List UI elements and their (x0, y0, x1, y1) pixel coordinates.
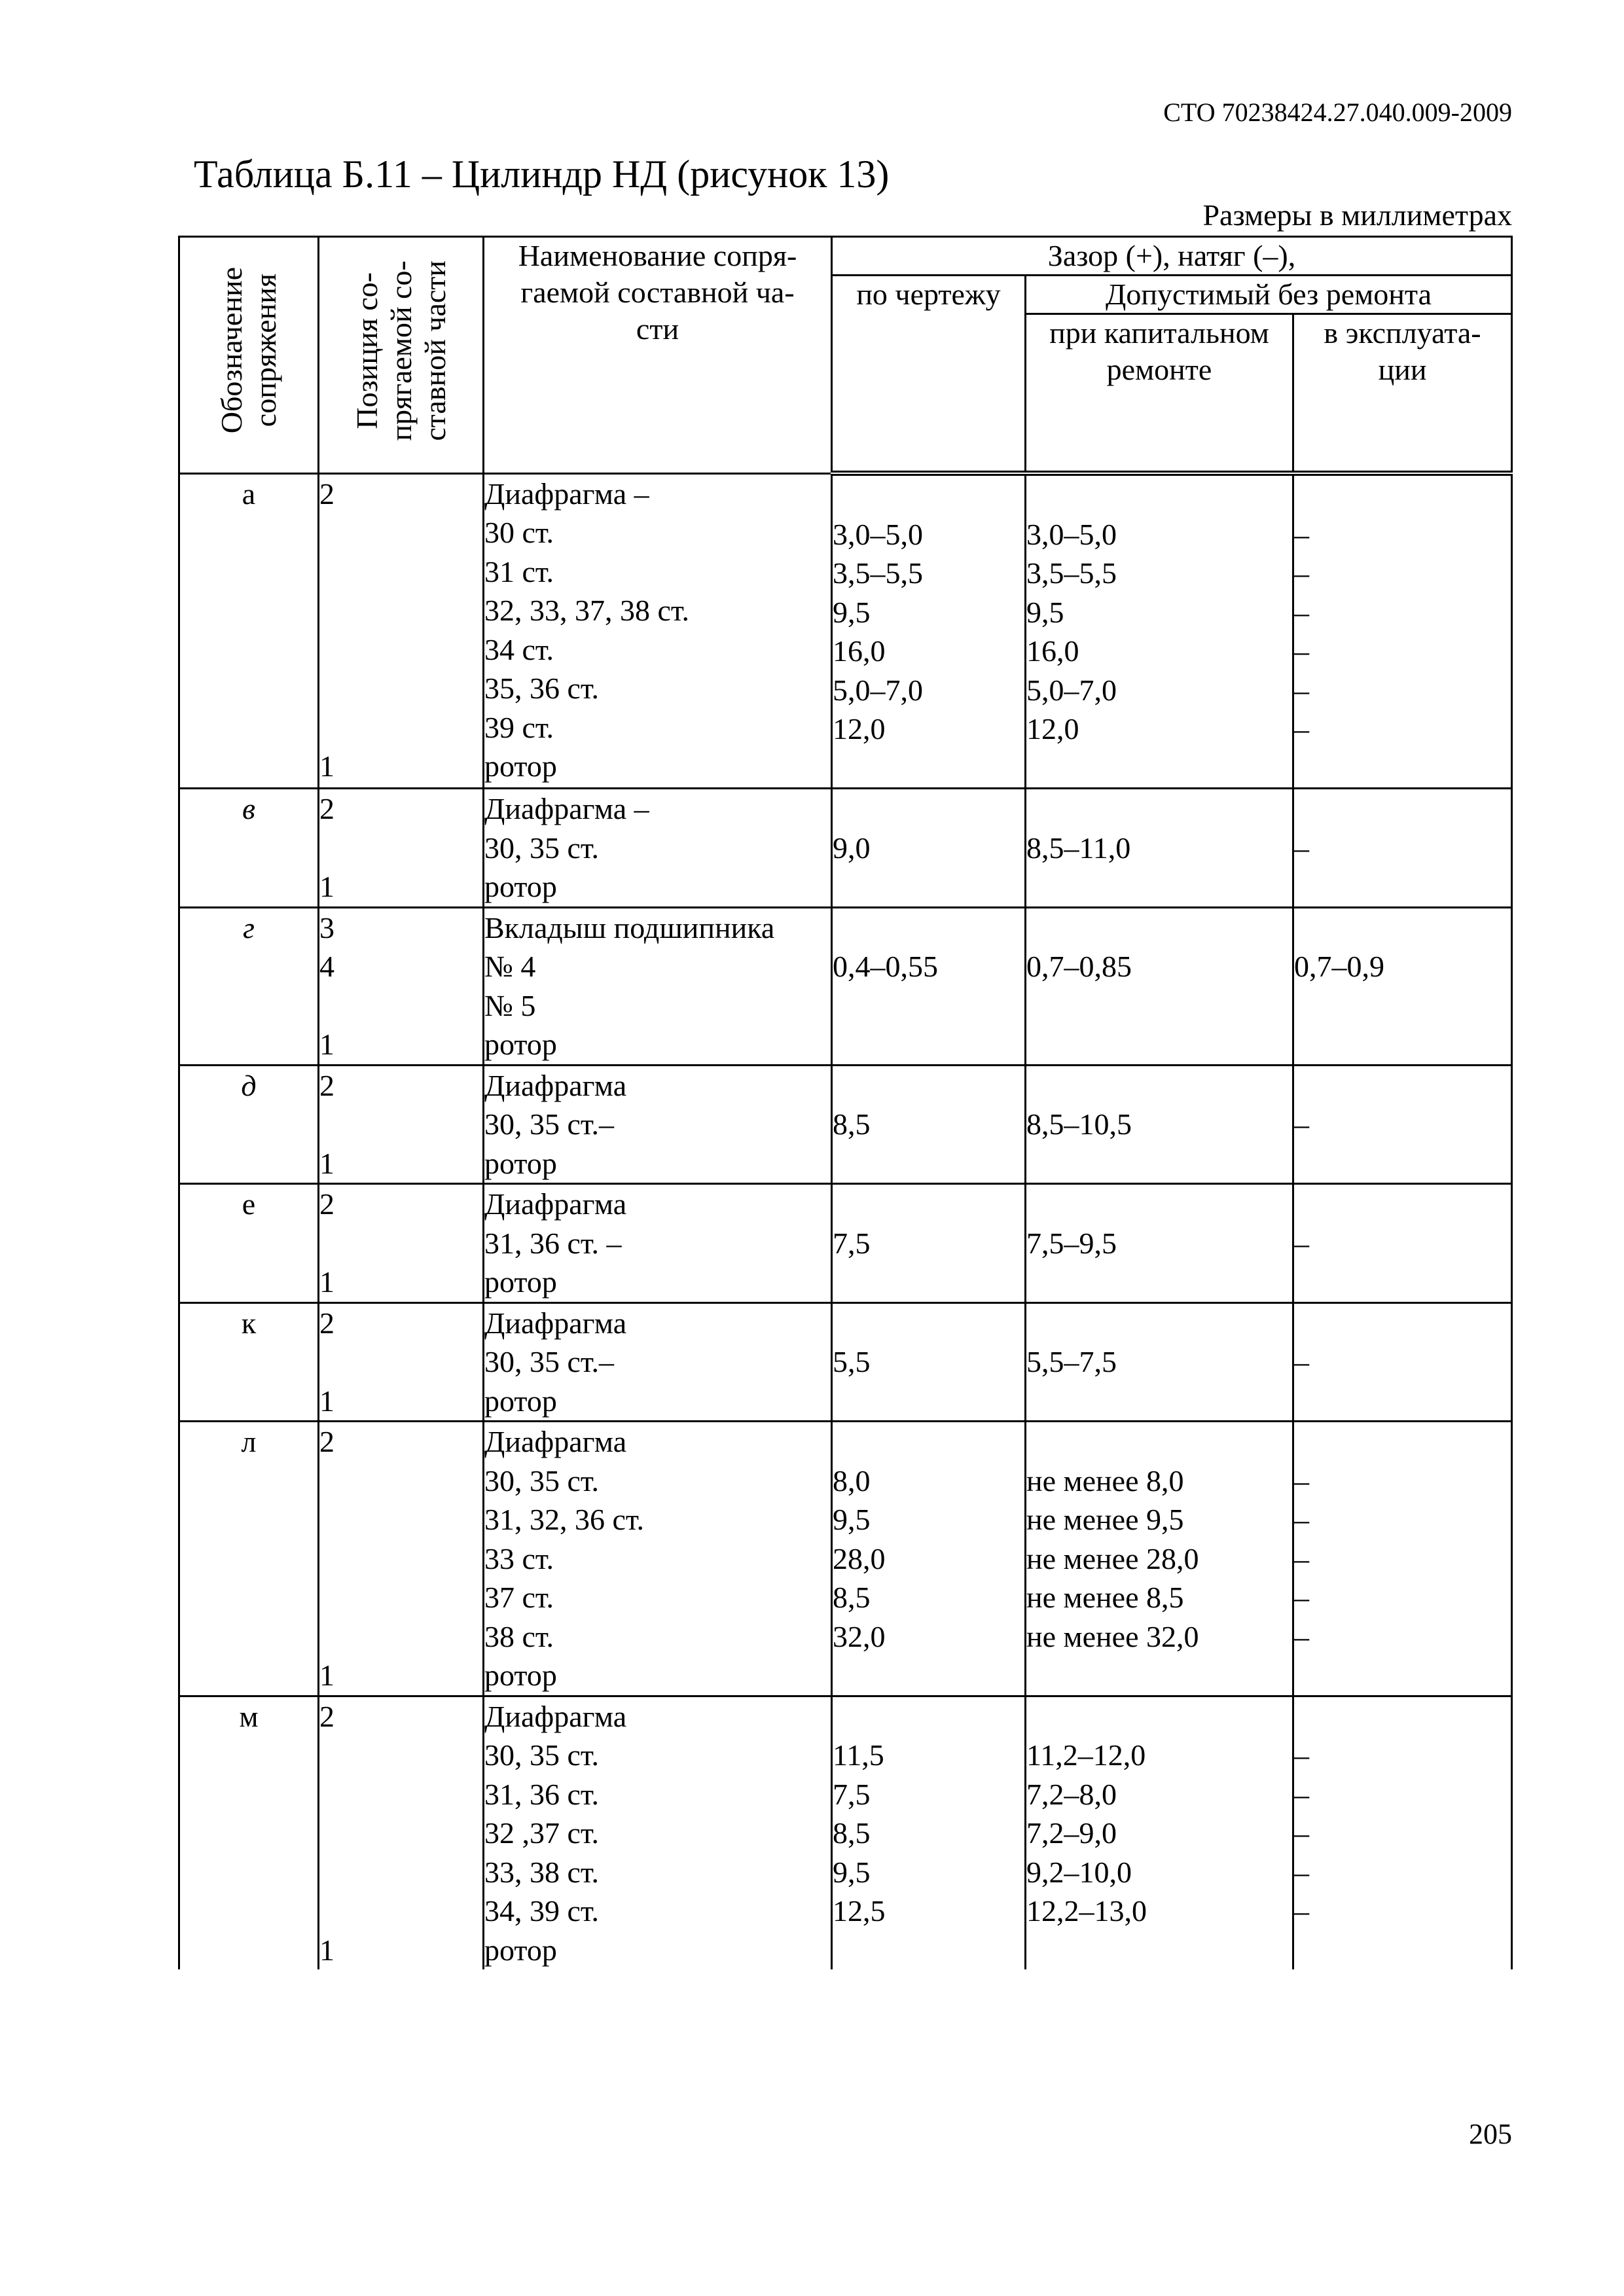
cell-operation-line (1294, 1185, 1511, 1224)
header-capital-line: при капитальном (1049, 316, 1269, 350)
cell-name-line: 38 ст. (484, 1619, 554, 1653)
cell-capital-line: 7,2–8,0 (1026, 1777, 1117, 1811)
cell-position-line: 2 (319, 476, 334, 511)
cell-operation-line: – (1294, 556, 1309, 590)
header-name-line: гаемой составной ча- (520, 276, 795, 309)
cell-capital-line (1026, 1263, 1292, 1302)
header-operation-line: ции (1378, 353, 1427, 386)
cell-operation-line: 0,7–0,9 (1294, 950, 1384, 983)
cell-name (484, 1696, 832, 1969)
cell-name-line: Диафрагма (484, 1306, 627, 1340)
header-name (484, 237, 832, 474)
cell-operation-line (1294, 789, 1511, 829)
cell-drawing-line: 9,5 (833, 1503, 871, 1536)
header-position-line: ставной части (418, 260, 452, 441)
cell-capital-line: 12,2–13,0 (1026, 1894, 1147, 1928)
cell-drawing-line: 8,5 (833, 1816, 871, 1850)
cell-name-line: 30, 35 ст. (484, 1463, 600, 1498)
cell-name-line: ротор (484, 1028, 557, 1061)
page-number: 205 (1469, 2118, 1512, 2150)
cell-capital (1026, 1696, 1293, 1969)
cell-position-line (319, 669, 482, 708)
cell-name (484, 473, 832, 789)
cell-name-line: 30, 35 ст.– (484, 1107, 615, 1141)
cell-name-line: Вкладыш подшипника (484, 910, 775, 944)
cell-operation (1293, 1422, 1512, 1696)
cell-name-line: 35, 36 ст. (484, 672, 600, 705)
cell-operation-line (1294, 867, 1511, 906)
cell-position-line: 4 (319, 950, 334, 983)
cell-code (179, 907, 319, 1065)
cell-code (179, 1422, 319, 1696)
cell-drawing-line (833, 1066, 1024, 1105)
cell-drawing-line: 11,5 (833, 1738, 884, 1772)
cell-drawing-line: 12,5 (833, 1894, 886, 1928)
cell-position-line (319, 708, 482, 747)
cell-position-line (319, 1342, 482, 1382)
cell-position-line (319, 591, 482, 630)
cell-position-line (319, 1853, 482, 1892)
cell-drawing-line: 9,5 (833, 1855, 871, 1889)
cell-code (179, 1065, 319, 1184)
cell-capital-line: 8,5–10,5 (1026, 1107, 1132, 1141)
cell-drawing-line: 28,0 (833, 1541, 886, 1575)
cell-operation-line (1294, 1025, 1511, 1064)
cell-position-line: 1 (319, 1659, 334, 1692)
cell-operation (1293, 789, 1512, 908)
cell-drawing-line (833, 1656, 1024, 1695)
table-row (179, 1065, 1512, 1184)
cell-drawing-line: 8,0 (833, 1463, 871, 1498)
cell-operation-line: – (1294, 1345, 1309, 1378)
cell-code (179, 789, 319, 908)
cell-operation-line (1294, 749, 1511, 788)
cell-drawing-line (833, 1304, 1024, 1343)
cell-capital-line: 12,0 (1026, 712, 1079, 745)
cell-operation-line (1294, 1144, 1511, 1183)
cell-position-line (319, 1814, 482, 1853)
cell-name-line: 31, 36 ст. (484, 1777, 600, 1811)
cell-capital (1026, 1184, 1293, 1303)
cell-operation-line: – (1294, 712, 1309, 745)
cell-drawing-line (833, 908, 1024, 948)
cell-capital-line (1026, 1697, 1292, 1736)
cell-position-line: 3 (319, 910, 334, 944)
cell-position (319, 1696, 484, 1969)
cell-position (319, 1065, 484, 1184)
cell-capital-line: не менее 8,5 (1026, 1581, 1184, 1614)
cell-drawing-line (833, 986, 1024, 1026)
cell-name-line: 34 ст. (484, 632, 554, 666)
cell-position-line (319, 1462, 482, 1501)
document-code: СТО 70238424.27.040.009-2009 (1163, 98, 1512, 127)
header-operation-line: в эксплуата- (1324, 316, 1481, 350)
cell-capital-line (1026, 1185, 1292, 1224)
cell-position-line (319, 552, 482, 592)
header-code (179, 237, 319, 474)
cell-code (179, 1696, 319, 1969)
cell-position-line: 1 (319, 1265, 334, 1299)
cell-operation-line: – (1294, 517, 1309, 551)
cell-operation (1293, 1065, 1512, 1184)
cell-drawing-line (833, 1697, 1024, 1736)
cell-operation-line (1294, 1304, 1511, 1343)
cell-position-line (319, 1617, 482, 1657)
cell-capital-line (1026, 1025, 1292, 1064)
header-capital-line: ремонте (1106, 353, 1212, 386)
cell-operation-line: – (1294, 831, 1309, 865)
table-row (179, 789, 1512, 908)
cell-name (484, 907, 832, 1065)
cell-operation-line: – (1294, 673, 1309, 707)
cell-name-line: 31 ст. (484, 554, 554, 588)
header-name-line: Наименование сопря- (518, 239, 797, 272)
cell-name-line: Диафрагма (484, 1425, 627, 1458)
cell-operation-line: – (1294, 1855, 1309, 1889)
cell-capital (1026, 473, 1293, 789)
cell-position-line: 1 (319, 1146, 334, 1180)
cell-drawing-line (833, 1185, 1024, 1224)
cell-drawing-line (833, 1144, 1024, 1183)
cell-name-line: Диафрагма (484, 1187, 627, 1221)
cell-code (179, 473, 319, 789)
cell-capital-line (1026, 789, 1292, 829)
cell-capital-line: 11,2–12,0 (1026, 1738, 1146, 1772)
cell-capital-line (1026, 1931, 1292, 1970)
cell-operation-line (1294, 1382, 1511, 1421)
cell-capital (1026, 1302, 1293, 1422)
cell-operation-line: – (1294, 1541, 1309, 1575)
cell-drawing-line: 9,0 (833, 831, 871, 865)
cell-position (319, 789, 484, 908)
cell-drawing-line (833, 867, 1024, 906)
cell-capital-line (1026, 1066, 1292, 1105)
cell-position (319, 473, 484, 789)
cell-operation-line (1294, 1656, 1511, 1695)
cell-operation-line (1294, 1422, 1511, 1462)
cell-name-line: 32 ,37 ст. (484, 1816, 600, 1850)
cell-position-line (319, 1539, 482, 1579)
cell-capital-line: не менее 32,0 (1026, 1619, 1199, 1653)
header-clearance-group: Зазор (+), натяг (–), (832, 237, 1512, 276)
cell-capital-line: не менее 8,0 (1026, 1463, 1184, 1498)
code-label: л (241, 1425, 257, 1458)
cell-position-line (319, 986, 482, 1026)
cell-position-line (319, 630, 482, 670)
cell-name-line: 31, 36 ст. – (484, 1226, 622, 1260)
header-position (319, 237, 484, 474)
cell-operation-line: – (1294, 1463, 1309, 1498)
cell-name-line: ротор (484, 749, 557, 783)
cell-name-line: ротор (484, 1933, 557, 1967)
cell-capital-line: 5,5–7,5 (1026, 1345, 1117, 1378)
header-capital (1026, 314, 1293, 474)
cell-position-line (319, 1775, 482, 1814)
cell-name-line: 31, 32, 36 ст. (484, 1503, 645, 1536)
cell-capital-line: 3,0–5,0 (1026, 517, 1117, 551)
cell-drawing-line (833, 1422, 1024, 1462)
cell-name-line: ротор (484, 870, 557, 903)
cell-name (484, 1065, 832, 1184)
table-title: Таблица Б.11 – Цилиндр НД (рисунок 13) (194, 152, 890, 196)
code-label: в (242, 792, 255, 825)
cell-position-line: 1 (319, 1028, 334, 1061)
cell-name-line: ротор (484, 1659, 557, 1692)
cell-capital-line: 3,5–5,5 (1026, 556, 1117, 590)
cell-capital (1026, 1065, 1293, 1184)
cell-drawing-line: 16,0 (833, 634, 886, 668)
cell-operation-line: – (1294, 1816, 1309, 1850)
cell-position-line (319, 829, 482, 868)
code-label: м (239, 1699, 259, 1733)
cell-operation-line (1294, 1697, 1511, 1736)
cell-capital (1026, 1422, 1293, 1696)
cell-code (179, 1302, 319, 1422)
cell-capital-line: не менее 9,5 (1026, 1503, 1184, 1536)
cell-position-line: 2 (319, 792, 334, 825)
cell-capital-line: 7,2–9,0 (1026, 1816, 1117, 1850)
cell-name-line: 33, 38 ст. (484, 1855, 600, 1889)
cell-capital-line (1026, 476, 1292, 515)
cell-name-line: № 4 (484, 950, 536, 983)
cell-drawing (832, 1302, 1026, 1422)
cell-capital-line (1026, 867, 1292, 906)
cell-operation (1293, 1184, 1512, 1303)
cell-name-line: 32, 33, 37, 38 ст. (484, 594, 690, 627)
cell-operation-line: – (1294, 1619, 1309, 1653)
cell-drawing-line: 3,5–5,5 (833, 556, 923, 590)
cell-position (319, 1422, 484, 1696)
table-row (179, 473, 1512, 789)
cell-drawing-line: 7,5 (833, 1226, 871, 1260)
cell-drawing-line: 5,5 (833, 1345, 871, 1378)
table-body (179, 473, 1512, 1969)
header-position-line: прягаемой со- (384, 260, 418, 441)
header-position-line: Позиция со- (350, 272, 384, 429)
cell-capital (1026, 907, 1293, 1065)
cell-operation-line: – (1294, 1777, 1309, 1811)
cell-capital-line: 9,5 (1026, 595, 1064, 629)
cell-drawing-line: 8,5 (833, 1581, 871, 1614)
cell-drawing-line: 9,5 (833, 595, 871, 629)
cell-name-line: Диафрагма – (484, 476, 649, 511)
cell-name-line: 30, 35 ст. (484, 831, 600, 865)
cell-operation-line: – (1294, 1107, 1309, 1141)
table-row (179, 907, 1512, 1065)
cell-operation (1293, 907, 1512, 1065)
cell-position-line: 2 (319, 1068, 334, 1102)
cell-name-line: № 5 (484, 988, 536, 1022)
cell-capital-line: 8,5–11,0 (1026, 831, 1131, 865)
cell-name (484, 1302, 832, 1422)
cell-operation-line: – (1294, 1503, 1309, 1536)
cell-drawing-line: 7,5 (833, 1777, 871, 1811)
cell-position-line: 2 (319, 1306, 334, 1340)
code-label: г (243, 910, 255, 944)
cell-capital-line: 16,0 (1026, 634, 1079, 668)
cell-drawing (832, 1422, 1026, 1696)
cell-drawing-line (833, 1931, 1024, 1970)
cell-drawing-line (833, 1025, 1024, 1064)
cell-name-line: ротор (484, 1265, 557, 1299)
cell-name-line: 37 ст. (484, 1581, 554, 1614)
cell-position-line (319, 1578, 482, 1617)
cell-drawing-line: 3,0–5,0 (833, 517, 923, 551)
cell-name-line: 30 ст. (484, 516, 554, 549)
cell-operation (1293, 473, 1512, 789)
cell-position-line (319, 1500, 482, 1539)
cell-position-line: 1 (319, 1384, 334, 1418)
cell-drawing-line: 0,4–0,55 (833, 950, 938, 983)
header-allowed-group: Допустимый без ремонта (1026, 276, 1512, 314)
cell-drawing (832, 1184, 1026, 1303)
cell-operation (1293, 1696, 1512, 1969)
cell-name-line: 30, 35 ст.– (484, 1345, 615, 1378)
cell-operation-line: – (1294, 1738, 1309, 1772)
cell-drawing-line (833, 789, 1024, 829)
cell-drawing-line (833, 476, 1024, 515)
cell-capital-line (1026, 1382, 1292, 1421)
header-code-line: сопряжения (249, 274, 282, 427)
cell-capital-line: не менее 28,0 (1026, 1541, 1199, 1575)
cell-drawing (832, 473, 1026, 789)
header-code-line: Обозначение (215, 267, 248, 434)
cell-operation-line (1294, 1931, 1511, 1970)
cell-drawing-line: 8,5 (833, 1107, 871, 1141)
cell-drawing-line (833, 1263, 1024, 1302)
table-row (179, 1696, 1512, 1969)
cell-drawing-line (833, 749, 1024, 788)
cell-drawing-line: 12,0 (833, 712, 886, 745)
cell-operation-line (1294, 986, 1511, 1026)
cell-position (319, 907, 484, 1065)
cell-operation-line (1294, 1066, 1511, 1105)
cell-name-line: Диафрагма – (484, 792, 649, 825)
cell-capital-line: 7,5–9,5 (1026, 1226, 1117, 1260)
cell-operation-line: – (1294, 1226, 1309, 1260)
cell-position-line: 2 (319, 1425, 334, 1458)
code-label: а (242, 476, 256, 511)
cell-operation-line: – (1294, 1894, 1309, 1928)
cell-name (484, 789, 832, 908)
cell-drawing (832, 907, 1026, 1065)
cell-name-line: ротор (484, 1146, 557, 1180)
cell-position-line: 2 (319, 1699, 334, 1733)
cell-capital-line (1026, 1144, 1292, 1183)
cell-operation-line (1294, 1263, 1511, 1302)
cell-position-line (319, 1736, 482, 1775)
cell-name-line: Диафрагма (484, 1699, 627, 1733)
cell-position-line (319, 1224, 482, 1263)
cell-code (179, 1184, 319, 1303)
cell-drawing (832, 789, 1026, 908)
cell-capital-line (1026, 986, 1292, 1026)
table-row (179, 1422, 1512, 1696)
cell-name-line: 39 ст. (484, 710, 554, 744)
cell-operation-line (1294, 476, 1511, 515)
cell-position-line: 2 (319, 1187, 334, 1221)
cell-operation (1293, 1302, 1512, 1422)
cell-drawing-line: 5,0–7,0 (833, 673, 923, 707)
table-row (179, 1302, 1512, 1422)
cell-capital-line (1026, 749, 1292, 788)
cell-operation-line (1294, 908, 1511, 948)
clearance-table (178, 236, 1513, 1969)
cell-position-line: 1 (319, 870, 334, 903)
cell-position-line (319, 1892, 482, 1931)
code-label: д (241, 1068, 257, 1102)
header-drawing: по чертежу (832, 276, 1026, 474)
units-note: Размеры в миллиметрах (1202, 198, 1512, 232)
cell-position-line (319, 1105, 482, 1144)
cell-operation-line: – (1294, 595, 1309, 629)
code-label: к (241, 1306, 257, 1340)
table-row (179, 1184, 1512, 1303)
cell-operation-line: – (1294, 634, 1309, 668)
cell-capital-line: 5,0–7,0 (1026, 673, 1117, 707)
cell-position (319, 1184, 484, 1303)
header-operation (1293, 314, 1512, 474)
cell-name-line: 34, 39 ст. (484, 1894, 600, 1928)
cell-name (484, 1184, 832, 1303)
cell-capital-line (1026, 1422, 1292, 1462)
cell-name-line: 33 ст. (484, 1541, 554, 1575)
cell-position-line (319, 513, 482, 552)
cell-capital-line (1026, 1656, 1292, 1695)
cell-capital-line (1026, 1304, 1292, 1343)
cell-position (319, 1302, 484, 1422)
cell-drawing-line (833, 1382, 1024, 1421)
cell-capital-line (1026, 908, 1292, 948)
cell-capital-line: 9,2–10,0 (1026, 1855, 1132, 1889)
cell-drawing (832, 1696, 1026, 1969)
cell-name (484, 1422, 832, 1696)
cell-name-line: Диафрагма (484, 1068, 627, 1102)
cell-position-line: 1 (319, 1933, 334, 1967)
header-name-line: сти (636, 312, 679, 346)
cell-drawing (832, 1065, 1026, 1184)
cell-name-line: 30, 35 ст. (484, 1738, 600, 1772)
cell-position-line: 1 (319, 749, 334, 783)
cell-drawing-line: 32,0 (833, 1619, 886, 1653)
cell-name-line: ротор (484, 1384, 557, 1418)
code-label: е (242, 1187, 256, 1221)
cell-capital (1026, 789, 1293, 908)
cell-capital-line: 0,7–0,85 (1026, 950, 1132, 983)
cell-operation-line: – (1294, 1581, 1309, 1614)
